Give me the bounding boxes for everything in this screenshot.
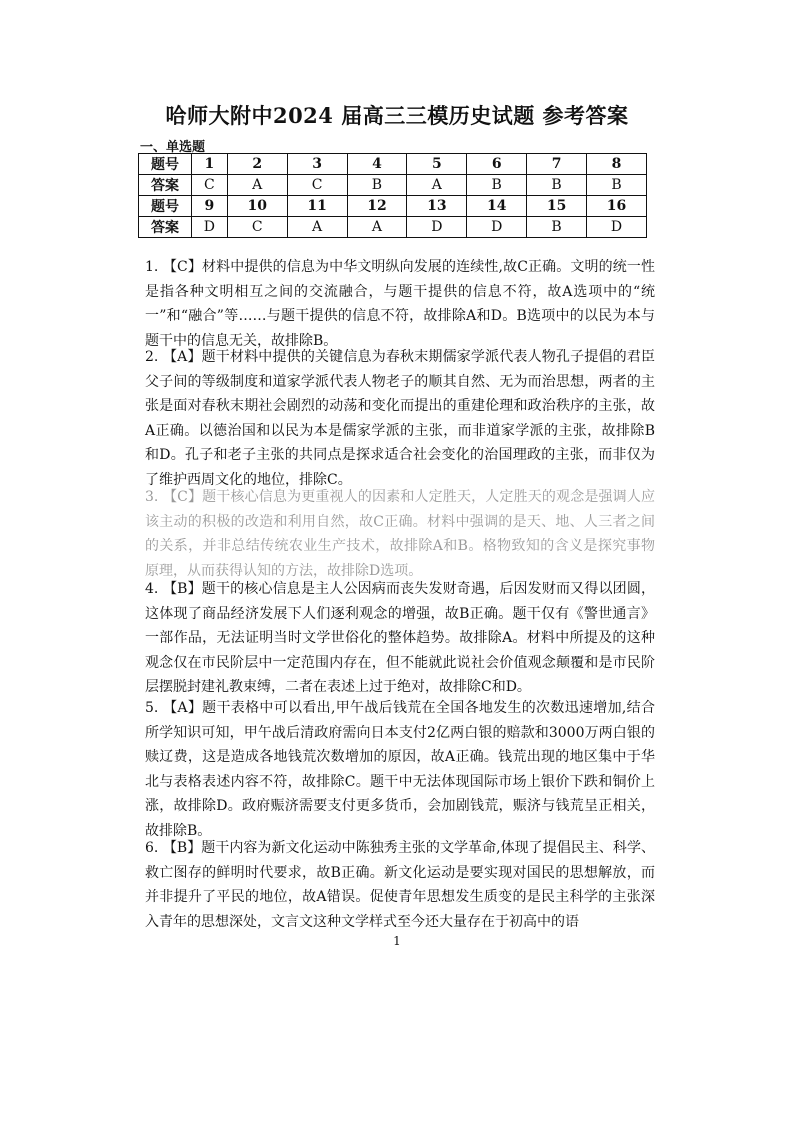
answer-cell: A (347, 217, 407, 238)
row-label: 题号 (139, 154, 192, 175)
answer-cell: D (587, 217, 647, 238)
answer-cell: A (407, 175, 467, 196)
answer-cell: B (467, 175, 527, 196)
answer-cell: D (192, 217, 228, 238)
table-row (139, 217, 647, 238)
page-title: 哈师大附中2024 届高三三模历史试题 参考答案 (165, 103, 629, 128)
answer-cell: B (527, 175, 587, 196)
answer-cell: B (587, 175, 647, 196)
question-number: 15 (527, 196, 587, 217)
question-number: 7 (527, 154, 587, 175)
question-number: 6 (467, 154, 527, 175)
answer-cell: C (227, 217, 287, 238)
answer-cell: C (192, 175, 228, 196)
question-number: 2 (227, 154, 287, 175)
question-number: 13 (407, 196, 467, 217)
page-number: 1 (393, 934, 401, 948)
question-number: 16 (587, 196, 647, 217)
question-number: 11 (287, 196, 347, 217)
table-row (139, 175, 647, 196)
row-label: 题号 (139, 196, 192, 217)
answer-cell: A (287, 217, 347, 238)
answer-cell: D (467, 217, 527, 238)
question-number: 8 (587, 154, 647, 175)
answer-cell: B (347, 175, 407, 196)
question-number: 9 (192, 196, 228, 217)
explanation-4: 4. 【B】题干的核心信息是主人公因病而丧失发财奇遇，后因发财而又得以团圆，这体现了商品经济发展下人们逐利观念的增强，故B正确。题干仅有《警世通言》一部作品，无法证明当时文学世俗化的整体趋势。故排除A。材料中所提及的这种观念仅在市民阶层中一定范围内存在，但不能就此说社会价值观念颠覆和是市民阶层摆脱封建礼教束缚，二者在表述上过于绝对，故排除C和D。 (145, 581, 655, 695)
answer-cell: B (527, 217, 587, 238)
explanation-6: 6. 【B】题干内容为新文化运动中陈独秀主张的文学革命,体现了提倡民主、科学、救亡图存的鲜明时代要求，故B正确。新文化运动是要实现对国民的思想解放，而并非提升了平民的地位，故A错误。促使青年思想发生质变的是民主科学的主张深入青年的思想深处，文言文这种文学样式至今还大量存在于初高中的语 (145, 840, 655, 930)
explanation-2: 2. 【A】题干材料中提供的关键信息为春秋末期儒家学派代表人物孔子提倡的君臣父子间的等级制度和道家学派代表人物老子的顺其自然、无为而治思想，两者的主张是面对春秋末期社会剧烈的动荡和变化而提出的重建伦理和政治秩序的主张，故A正确。以德治国和以民为本是儒家学派的主张，而非道家学派的主张，故排除B和D。孔子和老子主张的共同点是探求适合社会变化的治国理政的主张，而非仅为了维护西周文化的地位，排除C。 (145, 349, 655, 488)
table-row (139, 196, 647, 217)
answer-cell: A (227, 175, 287, 196)
table-row (139, 154, 647, 175)
question-number: 12 (347, 196, 407, 217)
question-number: 5 (407, 154, 467, 175)
question-number: 4 (347, 154, 407, 175)
question-number: 3 (287, 154, 347, 175)
question-number: 14 (467, 196, 527, 217)
answer-cell: D (407, 217, 467, 238)
explanation-1: 1. 【C】材料中提供的信息为中华文明纵向发展的连续性,故C正确。文明的统一性是指各种文明相互之间的交流融合，与题干提供的信息不符，故A选项中的“统一”和“融合”等……与题干提供的信息不符，故排除A和D。B选项中的以民为本与题干中的信息无关，故排除B。 (145, 259, 655, 349)
question-number: 1 (192, 154, 228, 175)
row-label: 答案 (139, 175, 192, 196)
row-label: 答案 (139, 217, 192, 238)
answer-table (138, 153, 647, 238)
explanation-5: 5. 【A】题干表格中可以看出,甲午战后钱荒在全国各地发生的次数迅速增加,结合所学知识可知，甲午战后清政府需向日本支付2亿两白银的赔款和3000万两白银的赎辽费，这是造成各地钱荒次数增加的原因，故A正确。钱荒出现的地区集中于华北与表格表述内容不符，故排除C。题干中无法体现国际市场上银价下跌和铜价上涨，故排除D。政府赈济需要支付更多货币，会加剧钱荒，赈济与钱荒呈正相关，故排除B。 (145, 700, 655, 839)
explanation-3: 3. 【C】题干核心信息为更重视人的因素和人定胜天，人定胜天的观念是强调人应该主动的积极的改造和利用自然，故C正确。材料中强调的是天、地、人三者之间的关系，并非总结传统农业生产技术，故排除A和B。格物致知的含义是探究事物原理，从而获得认知的方法，故排除D选项。 (145, 489, 655, 579)
question-number: 10 (227, 196, 287, 217)
answer-cell: C (287, 175, 347, 196)
section-heading: 一、单选题 (140, 140, 206, 155)
